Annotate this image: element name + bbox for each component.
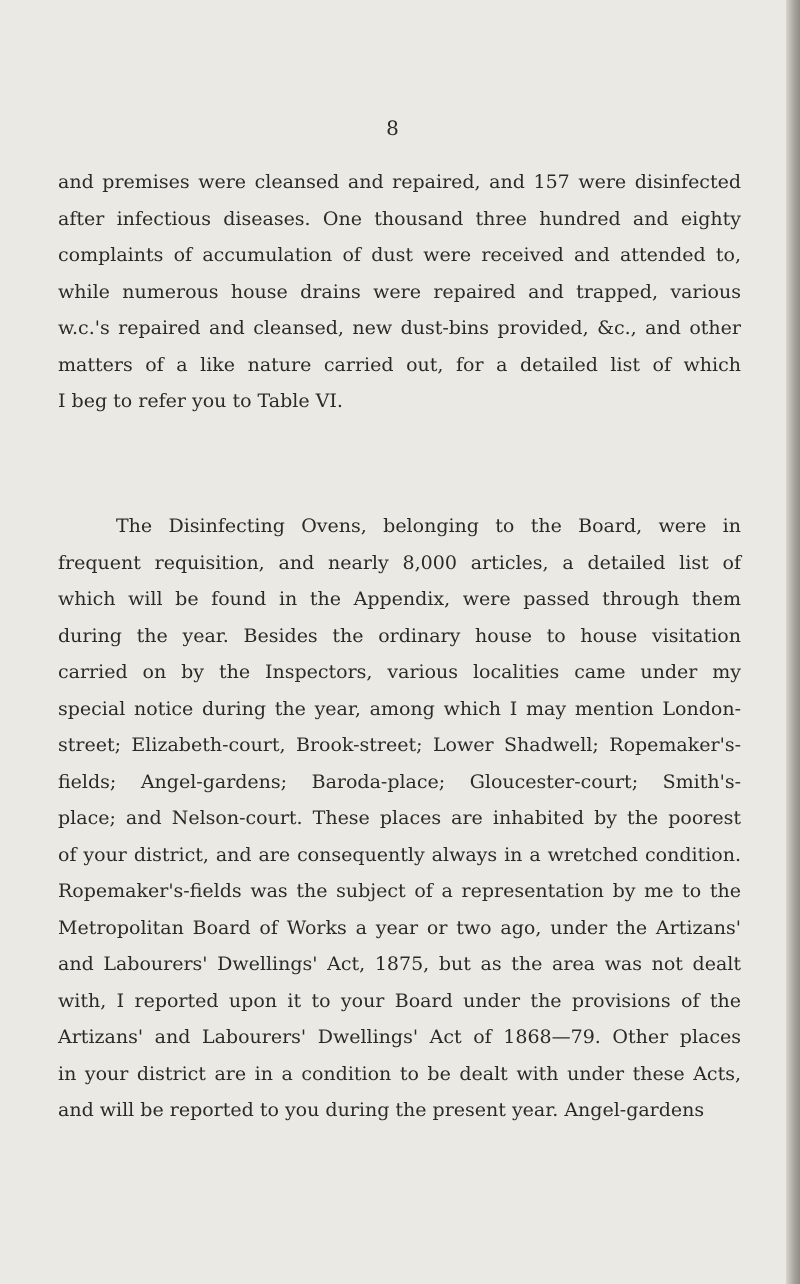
text-line: frequent requisition, and nearly 8,000 articles, a detailed list of [58, 551, 741, 574]
paragraph-2 [58, 508, 741, 1129]
text-line: and premises were cleansed and repaired, and 157 were disinfected [58, 171, 741, 193]
text-line: after infectious diseases. One thousand three hundred and eighty [58, 207, 741, 230]
text-line: fields; Angel-gardens; Baroda-place; Gloucester-court; Smith's- [58, 770, 741, 793]
text-line: while numerous house drains were repaired and trapped, various [58, 280, 741, 303]
text-line: Artizans' and Labourers' Dwellings' Act of 1868—79. Other places [58, 1026, 741, 1048]
text-line: matters of a like nature carried out, for a detailed list of which [58, 353, 741, 376]
text-line: of your district, and are consequently always in a wretched condition. [58, 843, 741, 866]
text-line: I beg to refer you to Table VI. [58, 390, 343, 412]
text-line: The Disinfecting Ovens, belonging to the Board, were in [116, 515, 741, 537]
text-line: Ropemaker's-fields was the subject of a representation by me to the [58, 880, 741, 902]
page-edge-shadow [786, 0, 800, 1284]
text-line: complaints of accumulation of dust were received and attended to, [58, 244, 741, 266]
text-line: street; Elizabeth-court, Brook-street; Lower Shadwell; Ropemaker's- [58, 734, 741, 756]
text-line: Metropolitan Board of Works a year or two ago, under the Artizans' [58, 916, 741, 939]
text-line: during the year. Besides the ordinary house to house visitation [58, 624, 741, 647]
text-line: carried on by the Inspectors, various localities came under my [58, 661, 741, 683]
text-line: special notice during the year, among which I may mention London- [58, 697, 741, 720]
text-line: w.c.'s repaired and cleansed, new dust-bins provided, &c., and other [58, 317, 741, 339]
text-line: and will be reported to you during the present year. Angel-gardens [58, 1099, 705, 1121]
paragraph-1 [58, 164, 741, 420]
text-line: with, I reported upon it to your Board under the provisions of the [58, 989, 741, 1012]
page-number: 8 [386, 116, 400, 140]
text-line: which will be found in the Appendix, were passed through them [58, 588, 741, 610]
text-line: place; and Nelson-court. These places are inhabited by the poorest [58, 807, 741, 829]
text-line: and Labourers' Dwellings' Act, 1875, but as the area was not dealt [58, 953, 741, 975]
text-line: in your district are in a condition to be dealt with under these Acts, [58, 1062, 741, 1085]
